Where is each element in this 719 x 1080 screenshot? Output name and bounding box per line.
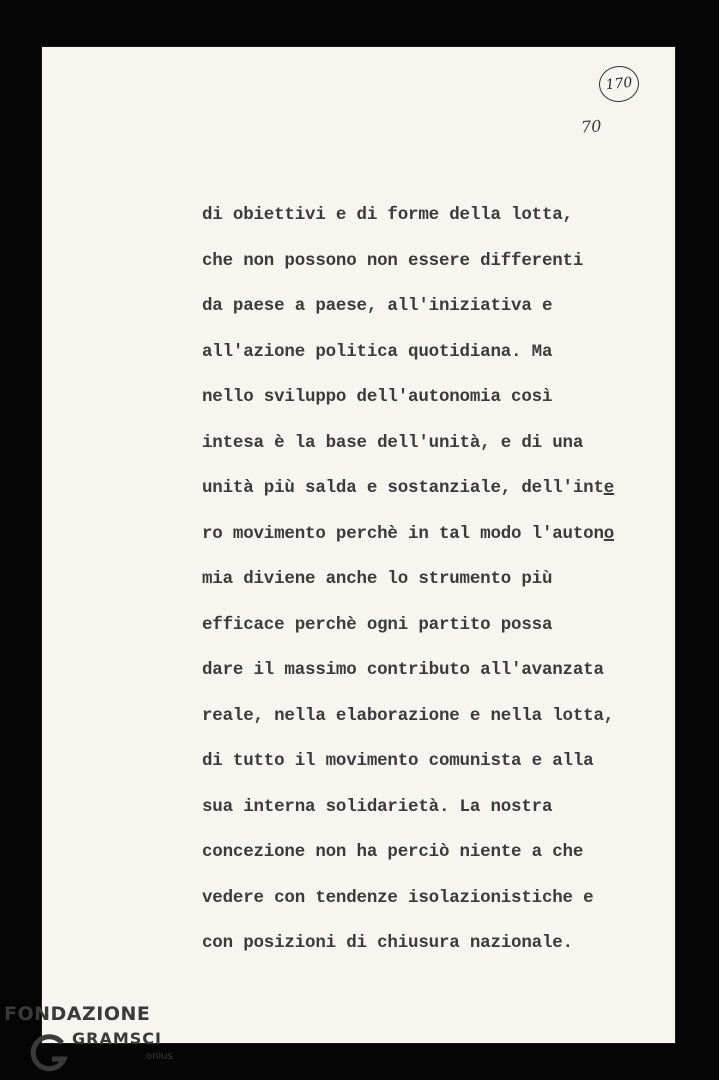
- watermark-subtitle: GRAMSCI: [72, 1029, 162, 1048]
- underlined-hyphenation: e: [603, 478, 615, 498]
- text-line: di obiettivi e di forme della lotta,: [202, 205, 573, 225]
- text-line: dare il massimo contributo all'avanzata: [202, 660, 604, 680]
- text-line: efficace perchè ogni partito possa: [202, 614, 553, 635]
- text-line: concezione non ha perciò niente a che: [202, 842, 584, 862]
- text-line: che non possono non essere differenti: [202, 250, 584, 271]
- text-line: all'azione politica quotidiana. Ma: [202, 341, 553, 362]
- text-line: con posizioni di chiusura nazionale.: [202, 933, 573, 953]
- text-line: vedere con tendenze isolazionistiche e: [202, 887, 594, 908]
- text-line: ro movimento perchè in tal modo l'autono: [202, 523, 615, 544]
- text-line: da paese a paese, all'iniziativa e: [202, 296, 553, 316]
- fondazione-gramsci-watermark: [4, 1003, 184, 1078]
- text-line: intesa è la base dell'unità, e di una: [202, 432, 584, 453]
- typewritten-body: [202, 203, 672, 977]
- archive-page-stamp-number: 170: [604, 74, 634, 94]
- document-page: [42, 47, 675, 1043]
- watermark-tagline: onlus: [146, 1051, 173, 1062]
- archive-page-stamp: [597, 64, 641, 104]
- handwritten-page-number: 70: [580, 116, 602, 137]
- text-line: mia diviene anche lo strumento più: [202, 569, 553, 589]
- text-line: sua interna solidarietà. La nostra: [202, 796, 553, 817]
- gramsci-logo-icon: [28, 1031, 72, 1075]
- text-line: nello sviluppo dell'autonomia così: [202, 387, 553, 407]
- text-line: reale, nella elaborazione e nella lotta,: [202, 705, 615, 726]
- underlined-hyphenation: o: [603, 523, 615, 544]
- watermark-title: FONDAZIONE: [4, 1003, 151, 1025]
- text-line: unità più salda e sostanziale, dell'inte: [202, 478, 615, 498]
- text-line: di tutto il movimento comunista e alla: [202, 751, 594, 771]
